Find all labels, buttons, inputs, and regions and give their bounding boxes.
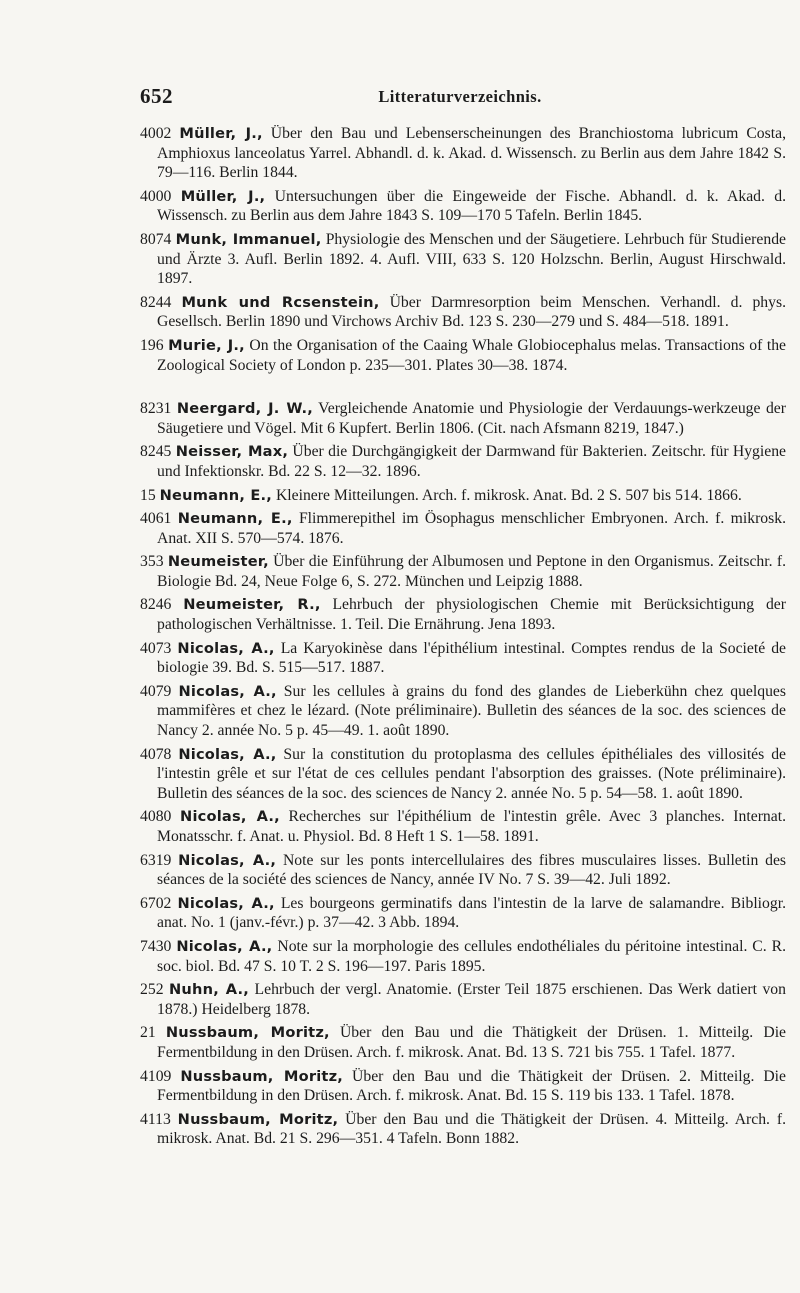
page-header	[140, 84, 780, 110]
bibliography-entry	[140, 509, 786, 548]
page-number: 652	[140, 84, 173, 108]
entry-author: Nussbaum, Moritz,	[165, 1024, 330, 1042]
entry-number: 353	[140, 553, 164, 571]
entry-citation: Über die Einführung der Albumosen und Peptone in den Organismus. Zeitschr. f. Biologie Bd. 24, Neue Folge 6, S. 272. München und Leipzig 1888.	[157, 553, 787, 590]
bibliography-entry	[140, 336, 786, 375]
entry-author: Nicolas, A.,	[178, 682, 277, 700]
entry-number: 8246	[140, 596, 172, 614]
entry-number: 4061	[140, 510, 172, 528]
entry-number: 4000	[140, 187, 172, 205]
entry-number: 6702	[140, 894, 172, 912]
entry-number: 15	[140, 486, 156, 504]
bibliography-entry	[140, 595, 786, 634]
entry-number: 8244	[140, 293, 172, 311]
bibliography-entry	[140, 745, 786, 804]
bibliography-entry	[140, 1023, 786, 1062]
entry-author: Nicolas, A.,	[177, 639, 275, 657]
entry-number: 4109	[140, 1067, 172, 1085]
bibliography-entry	[140, 639, 786, 678]
entry-number: 4113	[140, 1110, 171, 1128]
entry-citation: Untersuchungen über die Eingeweide der Fische. Abhandl. d. k. Akad. d. Wissensch. zu Berlin aus dem Jahre 1843 S. 109—170 5 Tafeln. Berlin 1845.	[157, 187, 787, 225]
bibliography-entry	[140, 552, 786, 591]
entry-citation: Kleinere Mitteilungen. Arch. f. mikrosk. Anat. Bd. 2 S. 507 bis 514. 1866.	[275, 486, 742, 504]
entry-number: 4080	[140, 808, 172, 826]
entry-number: 4002	[140, 125, 172, 142]
entry-author: Nicolas, A.,	[178, 851, 277, 869]
running-title: Litteraturverzeichnis.	[378, 87, 542, 106]
entry-citation: La Karyokinèse dans l'épithélium intestinal. Comptes rendus de la Societé de biologie 39. Bd. S. 515—517. 1887.	[157, 639, 787, 677]
entry-citation: Note sur la morphologie des cellules endothéliales du péritoine intestinal. C. R. soc. biol. Bd. 47 S. 10 T. 2 S. 196—197. Paris 1895.	[157, 937, 787, 975]
bibliography-entry	[140, 124, 786, 183]
entry-author: Nicolas, A.,	[178, 745, 277, 763]
entry-citation: On the Organisation of the Caaing Whale Globiocephalus melas. Transactions of the Zoological Society of London p. 235—301. Plates 30—38. 1874.	[157, 336, 787, 374]
entry-author: Nicolas, A.,	[180, 808, 280, 826]
bibliography-entry	[140, 293, 786, 332]
entry-number: 4078	[140, 745, 172, 763]
entry-author: Neumann, E.,	[159, 486, 273, 504]
entry-number: 8231	[140, 400, 172, 418]
entry-citation: Lehrbuch der physiologischen Chemie mit Berücksichtigung der pathologischen Verhältnisse. 1. Teil. Die Ernährung. Jena 1893.	[157, 596, 786, 634]
entry-number: 252	[140, 981, 164, 999]
entry-number: 4073	[140, 639, 172, 657]
bibliography-entry	[140, 1110, 786, 1149]
entry-citation: Über den Bau und die Thätigkeit der Drüsen. 2. Mitteilg. Die Fermentbildung in den Drüsen. Arch. f. mikrosk. Anat. Bd. 15 S. 119 bis 133. 1 Tafel. 1878.	[157, 1067, 786, 1105]
entry-citation: Note sur les ponts intercellulaires des fibres musculaires lisses. Bulletin des séances de la société des sciences de Nancy, année IV No. 7 S. 39—42. Juli 1892.	[157, 851, 787, 889]
entry-author: Nuhn, A.,	[169, 981, 250, 999]
entry-author: Munk, Immanuel,	[175, 230, 322, 248]
entry-number: 4079	[140, 682, 172, 700]
entry-author: Neergard, J. W.,	[176, 400, 313, 418]
bibliography-entry	[140, 807, 786, 846]
entry-number: 7430	[140, 937, 172, 955]
bibliography-entry	[140, 894, 786, 933]
entry-citation: Vergleichende Anatomie und Physiologie der Verdauungs-werkzeuge der Säugetiere und Vögel. Mit 6 Kupfert. Berlin 1806. (Cit. nach Afsmann 8219, 1847.)	[157, 400, 786, 437]
entry-number: 8074	[140, 230, 172, 248]
bibliography-entry	[140, 442, 786, 481]
entry-citation: Recherches sur l'épithélium de l'intestin grêle. Avec 3 planches. Internat. Monatsschr. f. Anat. u. Physiol. Bd. 8 Heft 1 S. 1—58. 1891.	[157, 808, 787, 845]
entry-author: Neumann, E.,	[177, 510, 293, 528]
bibliography-list	[140, 124, 786, 1153]
entry-author: Munk und Rcsenstein,	[181, 293, 380, 311]
bibliography-entry	[140, 230, 786, 289]
entry-citation: Flimmerepithel im Ösophagus menschlicher Embryonen. Arch. f. mikrosk. Anat. XII S. 570—574. 1876.	[157, 510, 787, 547]
entry-citation: Über den Bau und die Thätigkeit der Drüsen. 4. Mitteilg. Arch. f. mikrosk. Anat. Bd. 21 S. 296—351. 4 Tafeln. Bonn 1882.	[157, 1110, 786, 1148]
bibliography-entry	[140, 486, 786, 506]
entry-author: Nicolas, A.,	[177, 894, 275, 912]
bibliography-entry	[140, 187, 786, 226]
entry-citation: Sur les cellules à grains du fond des glandes de Lieberkühn chez quelques mammifères et chez le lézard. (Note préliminaire). Bulletin des séances de la soc. des sciences de Nancy 2. année No. 5 p. 45—49. 1. août 1890.	[157, 682, 787, 740]
entry-citation: Les bourgeons germinatifs dans l'intestin de la larve de salamandre. Bibliogr. anat. No. 1 (janv.-févr.) p. 37—42. 3 Abb. 1894.	[157, 894, 787, 932]
entry-number: 8245	[140, 443, 172, 461]
bibliography-entry	[140, 980, 786, 1019]
entry-citation: Über Darmresorption beim Menschen. Verhandl. d. phys. Gesellsch. Berlin 1890 und Virchows Archiv Bd. 123 S. 230—279 und S. 484—518. 1891.	[157, 293, 787, 331]
entry-citation: Über die Durchgängigkeit der Darmwand für Bakterien. Zeitschr. für Hygiene und Infektionskr. Bd. 22 S. 12—32. 1896.	[157, 443, 787, 480]
entry-author: Neumeister, R.,	[183, 596, 321, 614]
entry-author: Nicolas, A.,	[176, 937, 273, 955]
bibliography-entry	[140, 399, 786, 438]
entry-author: Nussbaum, Moritz,	[180, 1067, 344, 1085]
bibliography-entry	[140, 937, 786, 976]
entry-number: 6319	[140, 851, 172, 869]
entry-number: 196	[140, 336, 164, 354]
entry-author: Murie, J.,	[168, 336, 245, 354]
entry-citation: Über den Bau und die Thätigkeit der Drüsen. 1. Mitteilg. Die Fermentbildung in den Drüsen. Arch. f. mikrosk. Anat. Bd. 13 S. 721 bis 755. 1 Tafel. 1877.	[157, 1024, 787, 1061]
bibliography-entry	[140, 1067, 786, 1106]
entry-author: Neisser, Max,	[175, 443, 289, 461]
entry-number: 21	[140, 1024, 156, 1042]
entry-author: Müller, J.,	[180, 187, 266, 205]
entry-citation: Sur la constitution du protoplasma des cellules épithéliales des villosités de l'intestin grêle et sur l'état de ces cellules pendant l'absorption des graisses. (Note préliminaire). Bulletin des séances de la soc. des sciences de Nancy 2. année No. 5 p. 54—58. 1. août 1890.	[157, 745, 787, 802]
entry-author: Müller, J.,	[179, 125, 263, 142]
entry-citation: Physiologie des Menschen und der Säugetiere. Lehrbuch für Studierende und Ärzte 3. Aufl. Berlin 1892. 4. Aufl. VIII, 633 S. 120 Holzschn. Berlin, August Hirschwald. 1897.	[157, 230, 787, 288]
entry-author: Nussbaum, Moritz,	[177, 1110, 339, 1128]
entry-citation: Über den Bau und Lebenserscheinungen des Branchiostoma lubricum Costa, Amphioxus lanceolatus Yarrel. Abhandl. d. k. Akad. d. Wissensch. zu Berlin aus dem Jahre 1842 S. 79—116. Berlin 1844.	[157, 125, 786, 182]
entry-citation: Lehrbuch der vergl. Anatomie. (Erster Teil 1875 erschienen. Das Werk datiert von 1878.) Heidelberg 1878.	[157, 981, 786, 1018]
entry-author: Neumeister,	[167, 553, 269, 571]
bibliography-entry	[140, 682, 786, 741]
bibliography-entry	[140, 851, 786, 890]
